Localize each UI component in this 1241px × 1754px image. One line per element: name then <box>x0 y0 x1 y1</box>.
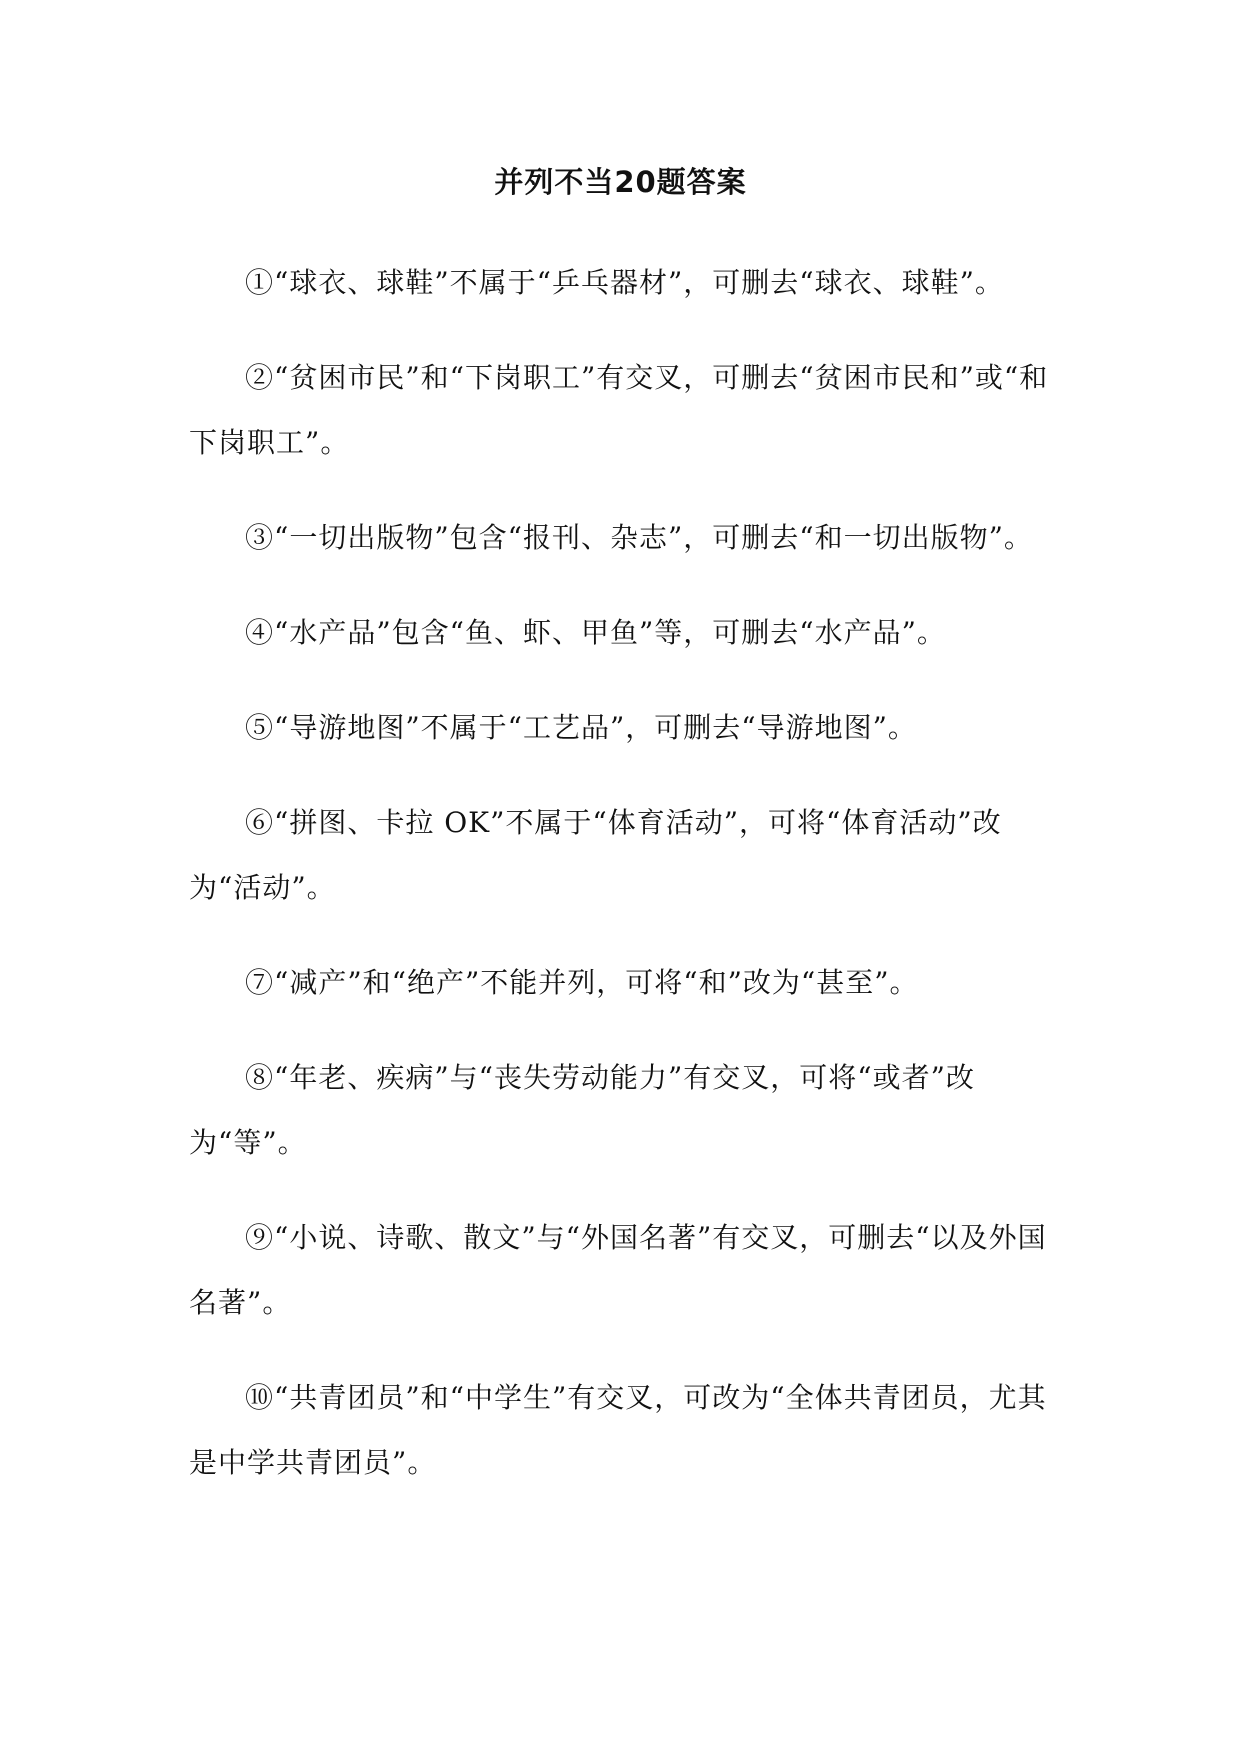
answer-item-8: ⑧“年老、疾病”与“丧失劳动能力”有交叉，可将“或者”改为“等”。 <box>189 1061 975 1159</box>
answer-item-9: ⑨“小说、诗歌、散文”与“外国名著”有交叉，可删去“以及外国名著”。 <box>189 1221 1047 1319</box>
answer-item-3: ③“一切出版物”包含“报刊、杂志”，可删去“和一切出版物”。 <box>245 521 1033 554</box>
answer-item-10: ⑩“共青团员”和“中学生”有交叉，可改为“全体共青团员，尤其是中学共青团员”。 <box>189 1381 1047 1479</box>
answer-item-5: ⑤“导游地图”不属于“工艺品”，可删去“导游地图”。 <box>245 711 917 744</box>
answer-list <box>189 250 1069 1525</box>
document-title: 并列不当20题答案 <box>494 165 747 199</box>
answer-item-1: ①“球衣、球鞋”不属于“乒乓器材”，可删去“球衣、球鞋”。 <box>245 266 1004 299</box>
answer-item-2: ②“贫困市民”和“下岗职工”有交叉，可删去“贫困市民和”或“和下岗职工”。 <box>189 361 1049 459</box>
answer-item-7: ⑦“减产”和“绝产”不能并列，可将“和”改为“甚至”。 <box>245 966 919 999</box>
answer-item-6: ⑥“拼图、卡拉 OK”不属于“体育活动”，可将“体育活动”改为“活动”。 <box>189 806 1002 904</box>
answer-item-4: ④“水产品”包含“鱼、虾、甲鱼”等，可删去“水产品”。 <box>245 616 946 649</box>
